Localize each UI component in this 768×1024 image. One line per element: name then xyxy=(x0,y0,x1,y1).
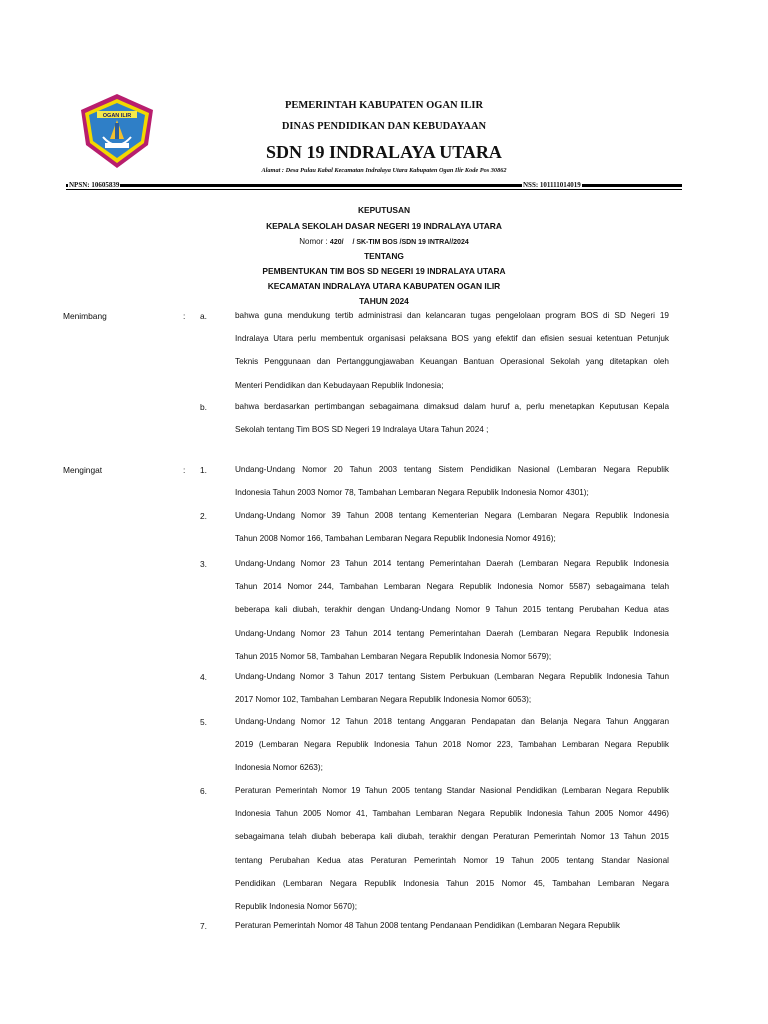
paragraph-line: Indonesia Nomor 6263); xyxy=(235,763,323,773)
menimbang-b-marker: b. xyxy=(200,402,207,412)
heading-subject-1: PEMBENTUKAN TIM BOS SD NEGERI 19 INDRALAYA UTARA xyxy=(262,266,506,276)
paragraph-line: Undang-Undang Nomor 3 Tahun 2017 tentang Sistem Perbukuan (Lembaran Negara Republik Indonesia Tahun xyxy=(235,672,669,681)
mengingat-1-marker: 1. xyxy=(200,465,207,475)
paragraph-line: Undang-Undang Nomor 23 Tahun 2014 tentang Pemerintahan Daerah (Lembaran Negara Republik Indonesia xyxy=(235,628,669,638)
menimbang-a-text xyxy=(235,304,669,397)
nomor-label: Nomor : xyxy=(299,237,330,246)
menimbang-b-text xyxy=(235,395,669,441)
paragraph-line: Republik Indonesia Nomor 5670); xyxy=(235,902,357,912)
paragraph-line: Indonesia Tahun 2003 Nomor 78, Tambahan Lembaran Negara Republik Indonesia Nomor 4301); xyxy=(235,488,589,498)
nomor-value: 420/ xyxy=(329,239,344,246)
paragraph-line: Indonesia Tahun 2005 Nomor 41, Tambahan Lembaran Negara Republik Indonesia Tahun 2005 Nomor 4496) xyxy=(235,809,669,819)
letterhead-rule-thin xyxy=(66,189,682,190)
mengingat-label: Mengingat xyxy=(63,465,103,475)
heading-year: TAHUN 2024 xyxy=(359,296,409,306)
paragraph-line: Tahun 2015 Nomor 58, Tambahan Lembaran Negara Republik Indonesia Nomor 5679); xyxy=(235,651,552,661)
mengingat-3-marker: 3. xyxy=(200,559,207,569)
heading-nomor xyxy=(0,237,768,246)
letterhead-address: Alamat : Desa Pulau Kabal Kecamatan Indralaya Utara Kabupaten Ogan Ilir Kode Pos 30862 xyxy=(261,167,507,174)
mengingat-colon: : xyxy=(183,465,186,475)
paragraph-line: Pendidikan (Lembaran Negara Republik Indonesia Tahun 2015 Nomor 45, Tambahan Lembaran Negara xyxy=(235,878,669,888)
mengingat-7-marker: 7. xyxy=(200,921,207,931)
letterhead-school-name: SDN 19 INDRALAYA UTARA xyxy=(266,142,502,162)
paragraph-line: 2019 (Lembaran Negara Republik Indonesia Tahun 2018 Nomor 223, Tambahan Lembaran Negara Republik xyxy=(235,740,669,750)
mengingat-7-text xyxy=(235,914,669,937)
paragraph-line: Undang-Undang Nomor 20 Tahun 2003 tentang Sistem Pendidikan Nasional (Lembaran Negara Republik xyxy=(235,465,669,474)
heading-tentang: TENTANG xyxy=(364,251,404,261)
paragraph-line: beberapa kali diubah, terakhir dengan Undang-Undang Nomor 9 Tahun 2015 tentang Perubahan Kedua atas xyxy=(235,605,669,615)
paragraph-line: 2017 Nomor 102, Tambahan Lembaran Negara Republik Indonesia Nomor 6053); xyxy=(235,695,532,705)
paragraph-line: bahwa guna mendukung tertib administrasi dan kelancaran tugas pengelolaan program BOS di SD Negeri 19 xyxy=(235,311,669,320)
mengingat-5-marker: 5. xyxy=(200,717,207,727)
letterhead-government: PEMERINTAH KABUPATEN OGAN ILIR xyxy=(284,100,484,111)
paragraph-line: sebagaimana telah diubah beberapa kali diubah, terakhir dengan Peraturan Pemerintah Nomor 13 Tahun 2015 xyxy=(235,832,669,842)
paragraph-line: Undang-Undang Nomor 39 Tahun 2008 tentang Kementerian Negara (Lembaran Negara Republik Indonesia xyxy=(235,511,669,520)
mengingat-6-marker: 6. xyxy=(200,786,207,796)
heading-subject-2: KECAMATAN INDRALAYA UTARA KABUPATEN OGAN ILIR xyxy=(267,281,501,291)
menimbang-label: Menimbang xyxy=(63,311,107,321)
letterhead-rule-thick xyxy=(66,184,682,187)
mengingat-1-text xyxy=(235,458,669,504)
mengingat-3-text xyxy=(235,552,669,668)
paragraph-line: Undang-Undang Nomor 12 Tahun 2018 tentang Anggaran Pendapatan dan Belanja Negara Tahun Anggaran xyxy=(235,717,669,726)
svg-text:OGAN ILIR: OGAN ILIR xyxy=(102,113,132,119)
letterhead-department: DINAS PENDIDIKAN DAN KEBUDAYAAN xyxy=(281,121,487,132)
menimbang-colon: : xyxy=(183,311,186,321)
paragraph-line: Teknis Penggunaan dan Pertanggungjawaban Keuangan Bantuan Operasional Sekolah yang ditetapkan oleh xyxy=(235,357,669,367)
paragraph-line: Sekolah tentang Tim BOS SD Negeri 19 Indralaya Utara Tahun 2024 ; xyxy=(235,425,489,435)
paragraph-line: Tahun 2008 Nomor 166, Tambahan Lembaran Negara Republik Indonesia Nomor 4916); xyxy=(235,534,556,544)
nomor-suffix: / SK-TIM BOS /SDN 19 INTRA//2024 xyxy=(352,239,469,246)
paragraph-line: tentang Perubahan Kedua atas Peraturan Pemerintah Nomor 19 Tahun 2005 tentang Standar Nasional xyxy=(235,855,669,865)
paragraph-line: Peraturan Pemerintah Nomor 48 Tahun 2008 tentang Pendanaan Pendidikan (Lembaran Negara Republik xyxy=(235,921,620,930)
npsn: NPSN: 10605839 xyxy=(69,181,120,189)
paragraph-line: Peraturan Pemerintah Nomor 19 Tahun 2005 tentang Standar Nasional Pendidikan (Lembaran Negara Republik xyxy=(235,786,669,795)
heading-kepala: KEPALA SEKOLAH DASAR NEGERI 19 INDRALAYA UTARA xyxy=(266,221,502,231)
nss: NSS: 101111014019 xyxy=(523,181,581,189)
heading-keputusan: KEPUTUSAN xyxy=(357,205,411,215)
paragraph-line: bahwa berdasarkan pertimbangan sebagaimana dimaksud dalam huruf a, perlu menetapkan Keputusan Kepala xyxy=(235,402,669,411)
paragraph-line: Indralaya Utara perlu membentuk organisasi pelaksana BOS yang efektif dan efisien sesuai ketentuan Petunjuk xyxy=(235,334,669,344)
paragraph-line: Tahun 2014 Nomor 244, Tambahan Lembaran Negara Republik Indonesia Nomor 5587) sebagaimana telah xyxy=(235,582,669,592)
mengingat-4-text xyxy=(235,665,669,711)
mengingat-5-text xyxy=(235,710,669,780)
paragraph-line: Menteri Pendidikan dan Kebudayaan Republik Indonesia; xyxy=(235,380,444,390)
paragraph-line: Undang-Undang Nomor 23 Tahun 2014 tentang Pemerintahan Daerah (Lembaran Negara Republik Indonesia xyxy=(235,559,669,568)
menimbang-a-marker: a. xyxy=(200,311,207,321)
mengingat-2-text xyxy=(235,504,669,550)
mengingat-6-text xyxy=(235,779,669,918)
mengingat-2-marker: 2. xyxy=(200,511,207,521)
mengingat-4-marker: 4. xyxy=(200,672,207,682)
